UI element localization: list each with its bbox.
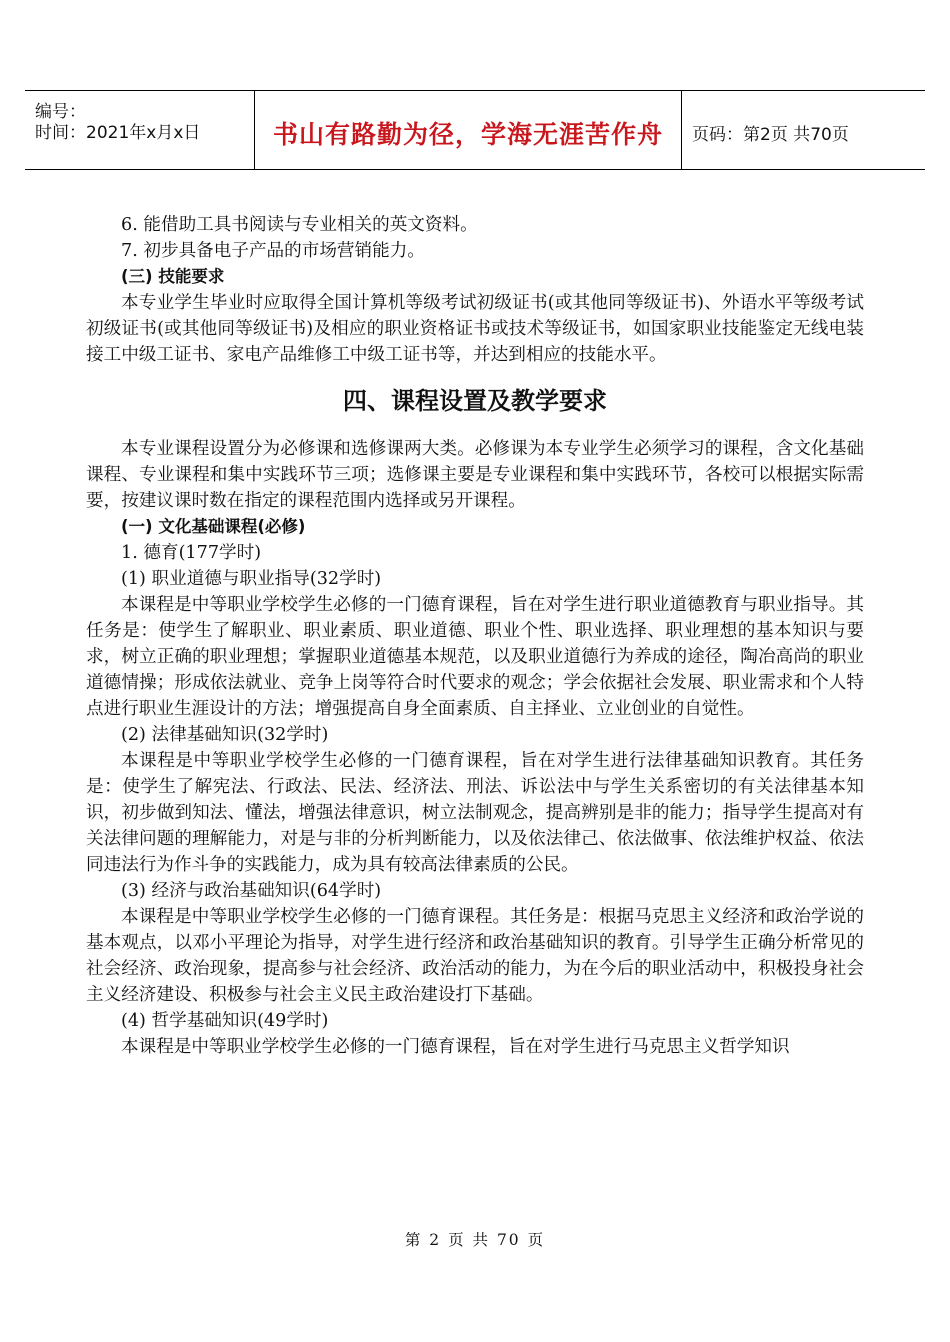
list-item-7: 7. 初步具备电子产品的市场营销能力。 — [121, 241, 425, 261]
course-3-paragraph: 本课程是中等职业学校学生必修的一门德育课程。其任务是：根据马克思主义经济和政治学说的基本观点，以邓小平理论为指导，对学生进行经济和政治基础知识的教育。引导学生正确分析常见的社会经济、政治现象，提高参与社会经济、政治活动的能力，为在今后的职业活动中，积极投身社会主义经济建设、积极参与社会主义民主政治建设打下基础。 — [86, 907, 864, 1005]
document-body — [86, 212, 864, 1060]
header-page-info: 页码：第2页 共70页 — [692, 124, 849, 145]
header-motto: 书山有路勤为径，学海无涯苦作舟 — [272, 120, 663, 149]
header-motto-cell — [255, 91, 682, 169]
document-date-label: 时间：2021年x月x日 — [35, 123, 201, 143]
intro-paragraph: 本专业课程设置分为必修课和选修课两大类。必修课为本专业学生必须学习的课程，含文化基础课程、专业课程和集中实践环节三项；选修课主要是专业课程和集中实践环节，各校可以根据实际需要，按建议课时数在指定的课程范围内选择或另开课程。 — [86, 439, 864, 511]
header-meta-cell — [25, 91, 255, 169]
skills-heading: (三) 技能要求 — [121, 267, 225, 286]
header-page-cell — [682, 91, 925, 169]
course-3-title: (3) 经济与政治基础知识(64学时) — [121, 881, 382, 901]
course-1-title: (1) 职业道德与职业指导(32学时) — [121, 569, 382, 589]
page-footer: 第 2 页 共 70 页 — [404, 1231, 546, 1249]
list-item-6: 6. 能借助工具书阅读与专业相关的英文资料。 — [121, 215, 478, 235]
basic-courses-heading: (一) 文化基础课程(必修) — [121, 517, 306, 536]
section-title: 四、课程设置及教学要求 — [343, 387, 607, 415]
document-number-label: 编号： — [35, 102, 86, 122]
moral-education-heading: 1. 德育(177学时) — [121, 543, 262, 563]
document-header — [25, 90, 925, 170]
course-2-paragraph: 本课程是中等职业学校学生必修的一门德育课程，旨在对学生进行法律基础知识教育。其任务是：使学生了解宪法、行政法、民法、经济法、刑法、诉讼法中与学生关系密切的有关法律基本知识，初步做到知法、懂法，增强法律意识，树立法制观念，提高辨别是非的能力；指导学生提高对有关法律问题的理解能力，对是与非的分析判断能力，以及依法律己、依法做事、依法维护权益、依法同违法行为作斗争的实践能力，成为具有较高法律素质的公民。 — [86, 751, 864, 875]
course-1-paragraph: 本课程是中等职业学校学生必修的一门德育课程，旨在对学生进行职业道德教育与职业指导。其任务是：使学生了解职业、职业素质、职业道德、职业个性、职业选择、职业理想的基本知识与要求，树立正确的职业理想；掌握职业道德基本规范，以及职业道德行为养成的途径，陶冶高尚的职业道德情操；形成依法就业、竞争上岗等符合时代要求的观念；学会依据社会发展、职业需求和个人特点进行职业生涯设计的方法；增强提高自身全面素质、自主择业、立业创业的自觉性。 — [86, 595, 864, 719]
course-4-title: (4) 哲学基础知识(49学时) — [121, 1011, 329, 1031]
course-4-paragraph: 本课程是中等职业学校学生必修的一门德育课程，旨在对学生进行马克思主义哲学知识 — [121, 1037, 790, 1057]
skills-paragraph: 本专业学生毕业时应取得全国计算机等级考试初级证书(或其他同等级证书)、外语水平等级考试初级证书(或其他同等级证书)及相应的职业资格证书或技术等级证书，如国家职业技能鉴定无线电装接工中级工证书、家电产品维修工中级工证书等，并达到相应的技能水平。 — [86, 293, 864, 365]
course-2-title: (2) 法律基础知识(32学时) — [121, 725, 329, 745]
